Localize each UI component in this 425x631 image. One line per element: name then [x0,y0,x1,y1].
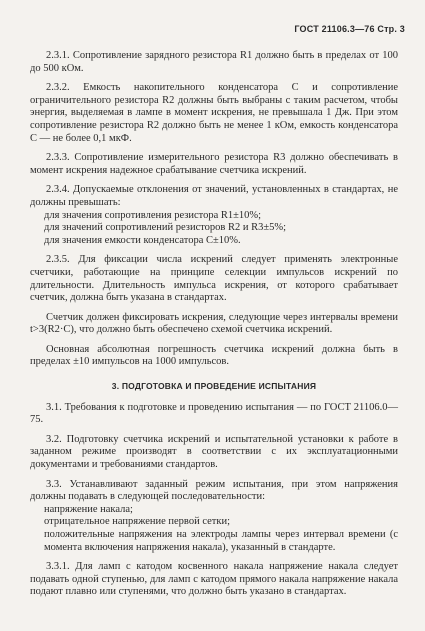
page-header: ГОСТ 21106.3—76 Стр. 3 [294,24,405,34]
sequence-item-electrodes: положительные напряжения на электроды лампы через интервал времени (с момента включения напряжения накала), указанный в стандарте. [44,529,398,553]
paragraph-2-3-5: 2.3.5. Для фиксации числа искрений следует применять электронные счетчики, работающие на принципе селекции импульсов искрений по длительности. Длительность импульса искрения, от которого срабатывает счетчик, должна быть указана в стандартах. [30,254,398,304]
paragraph-3-1: 3.1. Требования к подготовке и проведению испытания — по ГОСТ 21106.0—75. [30,401,398,426]
tolerance-item-c: для значения емкости конденсатора C±10%. [44,234,241,246]
paragraph-3-2: 3.2. Подготовку счетчика искрений и испытательной установки к работе в заданном режиме производят в соответствии с их эксплуатационными документами и требованиями стандартов. [30,433,398,471]
paragraph-counter-interval: Счетчик должен фиксировать искрения, следующие через интервалы времени t>3(R2·C), что должно быть обеспечено схемой счетчика искрений. [30,311,398,336]
sequence-item-grid: отрицательное напряжение первой сетки; [44,516,230,528]
tolerance-item-r1: для значения сопротивления резистора R1±10%; [44,209,262,221]
sequence-item-heater: напряжение накала; [44,503,133,515]
paragraph-3-3-1: 3.3.1. Для ламп с катодом косвенного накала напряжение накала следует подавать одной ступенью, для ламп с катодом прямого накала напряжение накала подают плавно или ступенями, что должно быть указано в стандартах. [30,561,398,598]
section-title: 3. ПОДГОТОВКА И ПРОВЕДЕНИЕ ИСПЫТАНИЯ [111,381,317,392]
document-body [30,50,398,599]
tolerance-item-r2-r3: для значений сопротивлений резисторов R2 и R3±5%; [44,222,287,234]
paragraph-3-3: 3.3. Устанавливают заданный режим испытания, при этом напряжения должны подавать в следующей последовательности: [30,478,398,503]
paragraph-2-3-2: 2.3.2. Емкость накопительного конденсатора C и сопротивление ограничительного резистора R2 должны быть выбраны с таким расчетом, чтобы энергия, выделяемая в лампе в момент искрения, не превышала 1 Дж. При этом сопротивление резистора R2 должно быть не менее 1 кОм, емкость конденсатора C — не более 0,1 мкФ. [30,82,398,144]
paragraph-2-3-3: 2.3.3. Сопротивление измерительного резистора R3 должно обеспечивать в момент искрения надежное срабатывание счетчика искрений. [30,152,398,176]
paragraph-2-3-4: 2.3.4. Допускаемые отклонения от значений, установленных в стандартах, не должны превышать: [30,184,398,208]
paragraph-2-3-1: 2.3.1. Сопротивление зарядного резистора R1 должно быть в пределах от 100 до 500 кОм. [30,50,398,74]
paragraph-counter-error: Основная абсолютная погрешность счетчика искрений должна быть в пределах ±10 импульсов на 1000 импульсов. [30,343,398,368]
